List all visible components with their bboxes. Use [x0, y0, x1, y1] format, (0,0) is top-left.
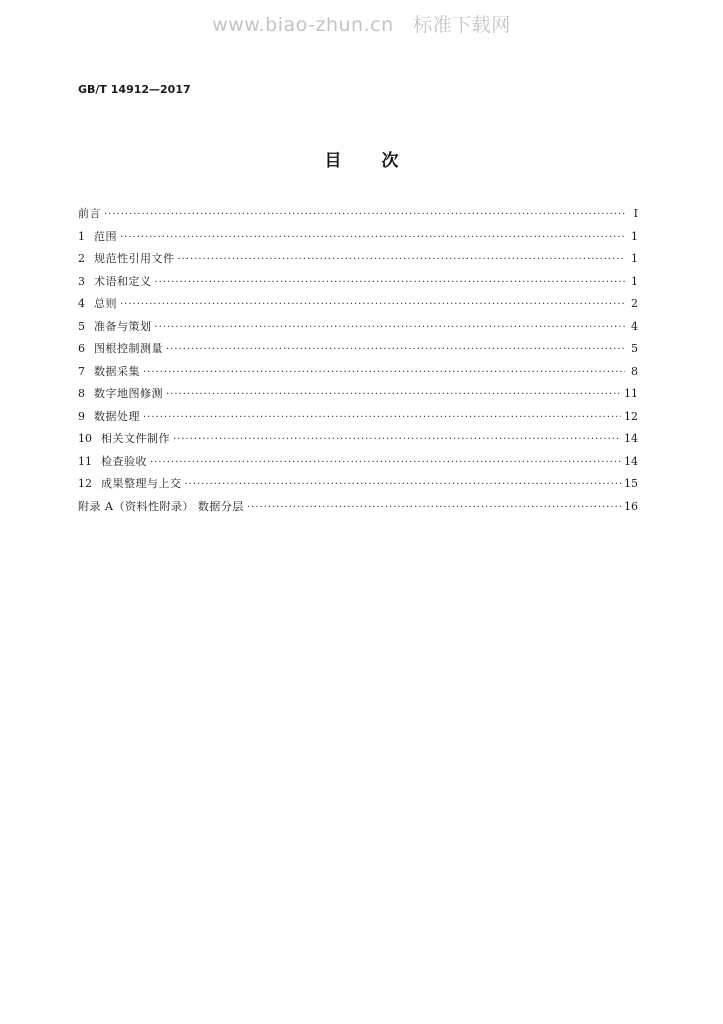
toc-entry-number: 1 — [78, 229, 85, 243]
toc-entry-page: 1 — [631, 252, 638, 265]
toc-entry-label: 准备与策划 — [94, 319, 152, 333]
dot-leader — [166, 339, 625, 362]
dot-leader — [185, 474, 622, 497]
toc-title: 目次 — [324, 151, 439, 171]
toc-entry-number: 12 — [78, 477, 92, 490]
toc-entry-4[interactable] — [78, 293, 638, 316]
toc-entry-label: 相关文件制作 — [101, 432, 170, 445]
dot-leader — [150, 452, 621, 475]
dot-leader — [143, 362, 625, 385]
toc-entry-page: 1 — [631, 274, 638, 288]
toc-entry-label: 数据采集 — [94, 364, 140, 378]
toc-entry-2[interactable] — [78, 248, 638, 271]
toc-entry-number: 10 — [78, 432, 92, 445]
toc-entry-12[interactable] — [78, 473, 638, 496]
dot-leader — [173, 429, 621, 452]
toc-entry-7[interactable] — [78, 361, 638, 384]
toc-entry-label: 规范性引用文件 — [94, 252, 175, 265]
toc-entry-label: 总则 — [94, 297, 117, 310]
document-code: GB/T 14912—2017 — [78, 83, 191, 96]
dot-leader — [120, 294, 625, 317]
toc-entry-appendix-a[interactable] — [78, 496, 638, 519]
toc-entry-number: 4 — [78, 297, 85, 310]
watermark-text: www.biao-zhun.cn 标准下载网 — [212, 14, 511, 36]
toc-entry-label: 前言 — [78, 207, 101, 220]
toc-entry-number: 7 — [78, 364, 85, 378]
dot-leader — [143, 407, 621, 430]
toc-entry-page: 11 — [624, 387, 638, 400]
toc-entry-label: 图根控制测量 — [94, 342, 163, 355]
dot-leader — [178, 249, 626, 272]
toc-entry-page: 8 — [631, 364, 638, 378]
toc-entry-page: 14 — [624, 454, 638, 468]
toc-entry-6[interactable] — [78, 338, 638, 361]
dot-leader — [120, 227, 625, 250]
dot-leader — [155, 272, 626, 295]
toc-entry-page: 2 — [631, 297, 638, 310]
table-of-contents — [78, 203, 638, 518]
toc-entry-number: 3 — [78, 274, 85, 288]
toc-entry-label: 数据处理 — [94, 409, 140, 423]
toc-entry-label: 数字地图修测 — [94, 387, 163, 400]
toc-entry-label: 检查验收 — [101, 454, 147, 468]
toc-entry-1[interactable] — [78, 226, 638, 249]
toc-entry-page: 16 — [624, 499, 638, 513]
toc-entry-label: 术语和定义 — [94, 274, 152, 288]
toc-entry-5[interactable] — [78, 316, 638, 339]
dot-leader — [247, 497, 621, 520]
toc-entry-number: 2 — [78, 252, 85, 265]
toc-entry-page: 14 — [624, 432, 638, 445]
toc-entry-9[interactable] — [78, 406, 638, 429]
toc-entry-number: 6 — [78, 342, 85, 355]
toc-entry-foreword[interactable] — [78, 203, 638, 226]
toc-entry-page: Ⅰ — [633, 207, 638, 220]
toc-entry-page: 1 — [631, 229, 638, 243]
toc-entry-label: 成果整理与上交 — [101, 477, 182, 490]
toc-entry-page: 4 — [631, 319, 638, 333]
toc-entry-3[interactable] — [78, 271, 638, 294]
toc-entry-page: 5 — [631, 342, 638, 355]
toc-entry-page: 15 — [624, 477, 638, 490]
toc-entry-8[interactable] — [78, 383, 638, 406]
toc-entry-number: 9 — [78, 409, 85, 423]
toc-entry-number: 11 — [78, 454, 92, 468]
toc-entry-label: 附录 A（资料性附录） 数据分层 — [78, 499, 244, 513]
toc-entry-page: 12 — [624, 409, 638, 423]
dot-leader — [166, 384, 621, 407]
toc-entry-10[interactable] — [78, 428, 638, 451]
dot-leader — [155, 317, 626, 340]
toc-entry-number: 8 — [78, 387, 85, 400]
dot-leader — [104, 204, 625, 227]
toc-entry-number: 5 — [78, 319, 85, 333]
toc-entry-label: 范围 — [94, 229, 117, 243]
toc-entry-11[interactable] — [78, 451, 638, 474]
